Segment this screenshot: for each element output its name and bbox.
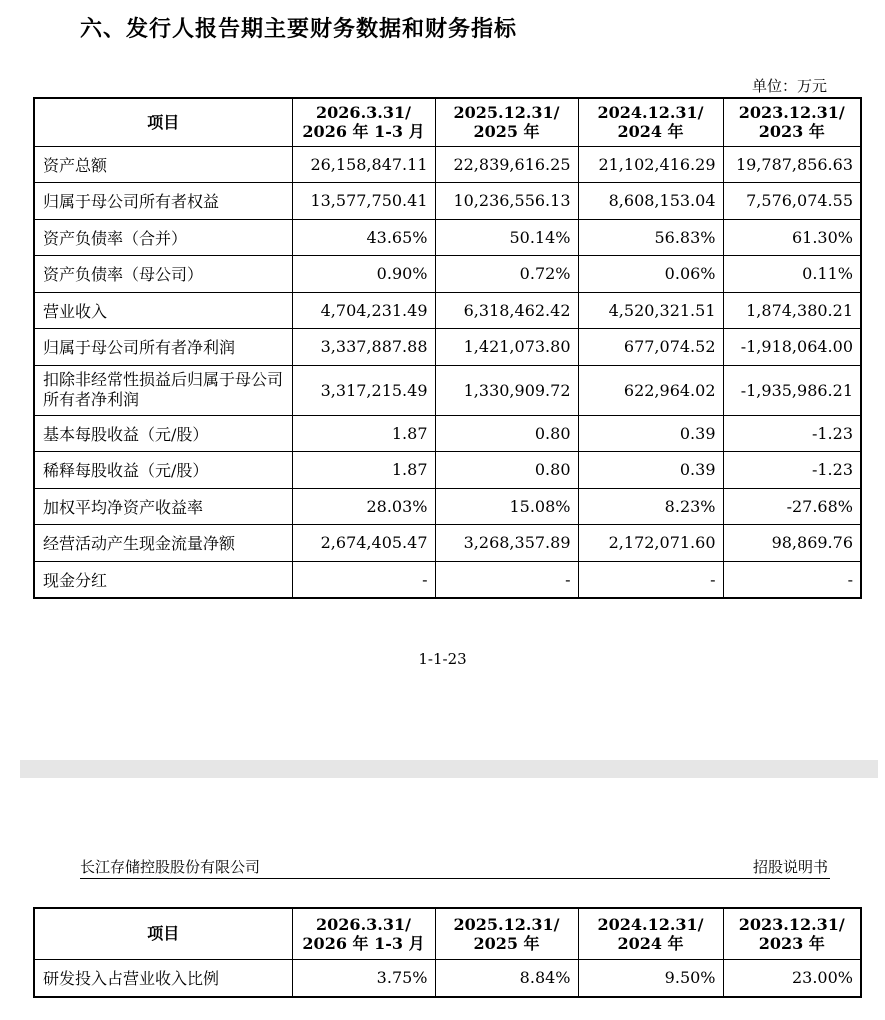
row-value: 1,421,073.80	[435, 329, 578, 366]
header-item: 项目	[34, 908, 292, 959]
row-value: -	[723, 561, 861, 598]
row-value: 6,318,462.42	[435, 292, 578, 329]
table-header-row	[34, 98, 861, 146]
row-value: 0.72%	[435, 256, 578, 293]
header-col-2024: 2024.12.31/ 2024 年	[578, 98, 723, 146]
row-value: -	[435, 561, 578, 598]
row-value: 9.50%	[578, 959, 723, 997]
header-col-2024: 2024.12.31/ 2024 年	[578, 908, 723, 959]
row-value: 1.87	[292, 415, 435, 452]
table-header-row	[34, 908, 861, 959]
company-name: 长江存储控股股份有限公司	[80, 858, 261, 876]
row-value: 50.14%	[435, 219, 578, 256]
row-value: 677,074.52	[578, 329, 723, 366]
row-value: 2,674,405.47	[292, 525, 435, 562]
header-col-2023: 2023.12.31/ 2023 年	[723, 908, 861, 959]
table-row	[34, 525, 861, 562]
unit-label: 单位：万元	[751, 77, 827, 95]
row-label: 营业收入	[34, 292, 292, 329]
table-row	[34, 452, 861, 489]
page-divider	[20, 760, 878, 778]
header-col-2023: 2023.12.31/ 2023 年	[723, 98, 861, 146]
table-row	[34, 415, 861, 452]
row-label: 归属于母公司所有者权益	[34, 183, 292, 220]
table-row	[34, 561, 861, 598]
table-row	[34, 219, 861, 256]
table-row	[34, 959, 861, 997]
table-row	[34, 183, 861, 220]
row-value: 0.39	[578, 415, 723, 452]
row-label: 扣除非经常性损益后归属于母公司所有者净利润	[34, 365, 292, 415]
table-row	[34, 256, 861, 293]
row-value: 56.83%	[578, 219, 723, 256]
row-value: -1.23	[723, 415, 861, 452]
row-value: 2,172,071.60	[578, 525, 723, 562]
row-value: 13,577,750.41	[292, 183, 435, 220]
row-label: 归属于母公司所有者净利润	[34, 329, 292, 366]
row-label: 资产负债率（母公司）	[34, 256, 292, 293]
row-value: 1,330,909.72	[435, 365, 578, 415]
row-value: 19,787,856.63	[723, 146, 861, 183]
row-value: 61.30%	[723, 219, 861, 256]
row-label: 基本每股收益（元/股）	[34, 415, 292, 452]
row-value: 28.03%	[292, 488, 435, 525]
row-value: 0.39	[578, 452, 723, 489]
row-value: 21,102,416.29	[578, 146, 723, 183]
header-col-2025: 2025.12.31/ 2025 年	[435, 98, 578, 146]
row-value: -27.68%	[723, 488, 861, 525]
row-value: 1,874,380.21	[723, 292, 861, 329]
header-col-2026q1: 2026.3.31/ 2026 年 1-3 月	[292, 908, 435, 959]
row-value: -1,918,064.00	[723, 329, 861, 366]
row-label: 稀释每股收益（元/股）	[34, 452, 292, 489]
table-row	[34, 365, 861, 415]
row-value: 3,317,215.49	[292, 365, 435, 415]
row-value: -1.23	[723, 452, 861, 489]
table-row	[34, 488, 861, 525]
row-label: 加权平均净资产收益率	[34, 488, 292, 525]
running-header	[80, 856, 830, 879]
row-value: 98,869.76	[723, 525, 861, 562]
header-col-2026q1: 2026.3.31/ 2026 年 1-3 月	[292, 98, 435, 146]
row-value: 26,158,847.11	[292, 146, 435, 183]
financial-data-table	[33, 97, 862, 599]
row-value: 4,704,231.49	[292, 292, 435, 329]
row-value: -	[578, 561, 723, 598]
document-type: 招股说明书	[752, 858, 828, 876]
row-value: 7,576,074.55	[723, 183, 861, 220]
row-value: 0.11%	[723, 256, 861, 293]
row-value: 10,236,556.13	[435, 183, 578, 220]
row-label: 资产负债率（合并）	[34, 219, 292, 256]
table-row	[34, 292, 861, 329]
row-label: 现金分红	[34, 561, 292, 598]
row-value: 0.80	[435, 415, 578, 452]
row-label: 经营活动产生现金流量净额	[34, 525, 292, 562]
row-value: 3,268,357.89	[435, 525, 578, 562]
row-value: -	[292, 561, 435, 598]
row-value: 22,839,616.25	[435, 146, 578, 183]
table-row	[34, 329, 861, 366]
header-col-2025: 2025.12.31/ 2025 年	[435, 908, 578, 959]
row-value: 622,964.02	[578, 365, 723, 415]
row-value: 8.23%	[578, 488, 723, 525]
row-value: 0.80	[435, 452, 578, 489]
header-item: 项目	[34, 98, 292, 146]
row-value: 3,337,887.88	[292, 329, 435, 366]
row-value: 1.87	[292, 452, 435, 489]
row-value: 43.65%	[292, 219, 435, 256]
row-value: 8.84%	[435, 959, 578, 997]
row-value: 4,520,321.51	[578, 292, 723, 329]
row-label: 研发投入占营业收入比例	[34, 959, 292, 997]
row-value: 23.00%	[723, 959, 861, 997]
row-value: 0.06%	[578, 256, 723, 293]
rd-ratio-table	[33, 907, 862, 998]
section-heading: 六、发行人报告期主要财务数据和财务指标	[80, 17, 518, 42]
row-value: 3.75%	[292, 959, 435, 997]
page-number: 1-1-23	[418, 650, 467, 668]
row-value: 0.90%	[292, 256, 435, 293]
row-label: 资产总额	[34, 146, 292, 183]
row-value: -1,935,986.21	[723, 365, 861, 415]
row-value: 8,608,153.04	[578, 183, 723, 220]
row-value: 15.08%	[435, 488, 578, 525]
table-row	[34, 146, 861, 183]
